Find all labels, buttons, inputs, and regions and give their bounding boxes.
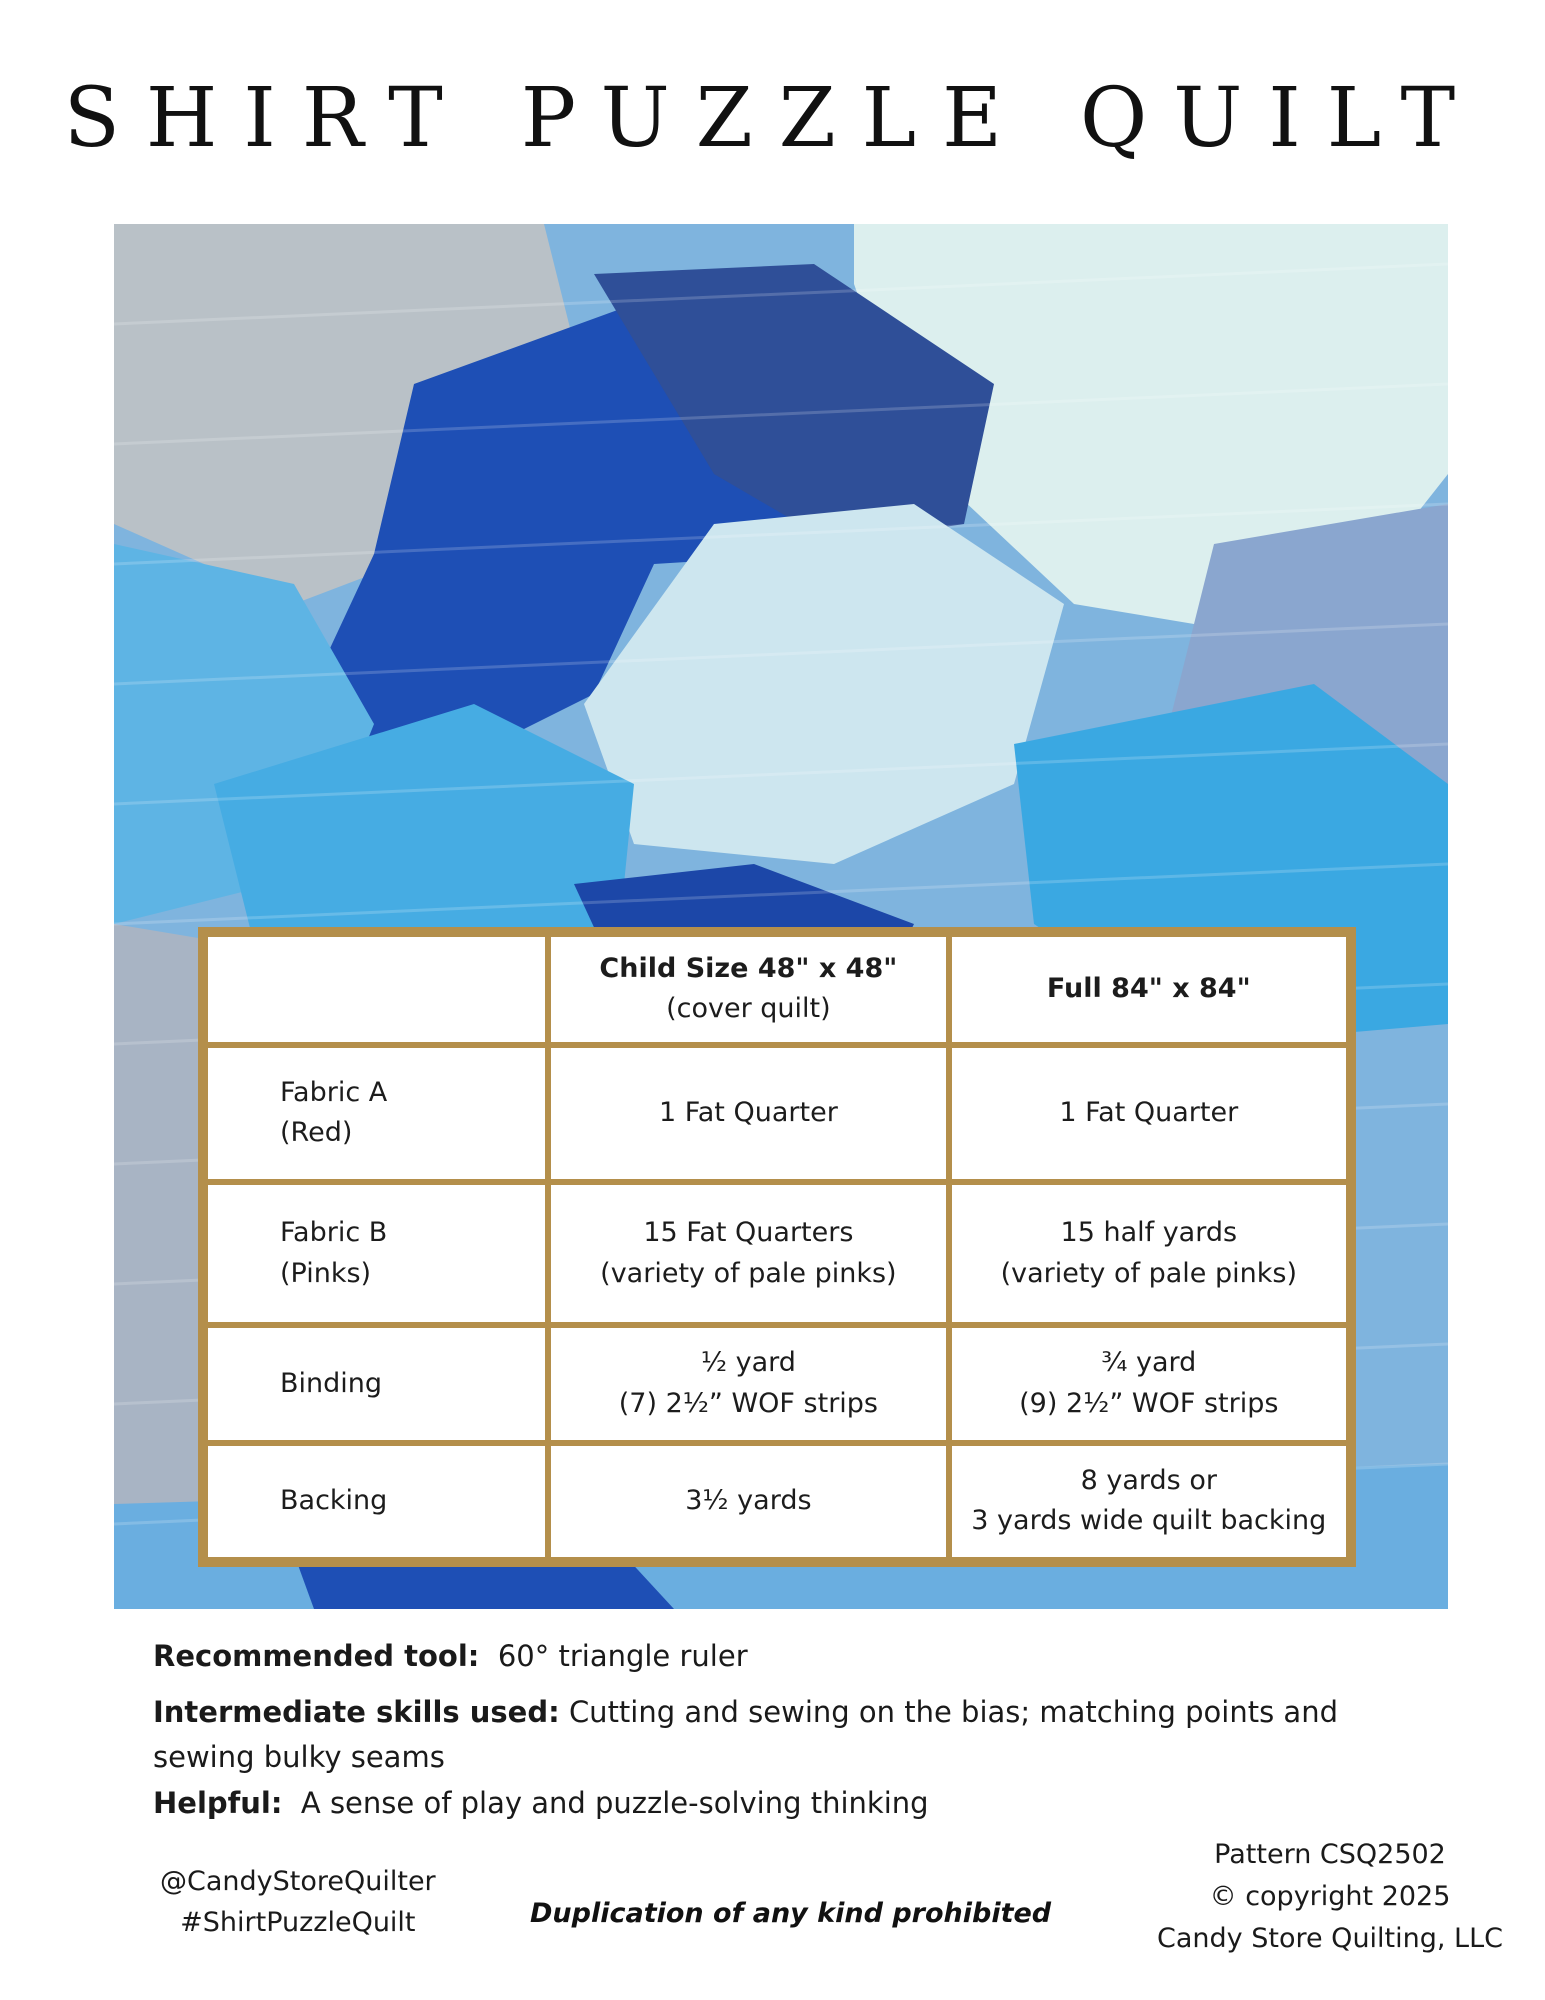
row-label [205,1443,548,1560]
full-value [949,1045,1349,1182]
row-label-line: (Pinks) [280,1257,372,1289]
value-line: (7) 2½” WOF strips [618,1387,879,1419]
value-line: 1 Fat Quarter [1059,1097,1239,1129]
value-line: 15 half yards [1060,1217,1238,1248]
full-value [949,1182,1349,1325]
helpful-value: A sense of play and puzzle-solving thinking [300,1786,929,1820]
value-line: (9) 2½” WOF strips [1019,1387,1279,1419]
skills-value: Cutting and sewing on the bias; matching points and sewing bulky seams [153,1695,1338,1774]
value-line: 1 Fat Quarter [658,1097,838,1129]
social-block [160,1862,436,1943]
hashtag: #ShirtPuzzleQuilt [180,1906,416,1938]
copyright-block [1157,1834,1503,1960]
fabric-requirements-table [198,927,1356,1567]
header-child-size [548,934,948,1045]
row-label-line: Backing [280,1485,388,1517]
value-line: 15 Fat Quarters [643,1217,854,1248]
row-label-line: Binding [280,1367,383,1399]
value-line: ½ yard [700,1347,796,1379]
row-label [205,1182,548,1325]
child-value [548,1182,948,1325]
value-line: ¾ yard [1101,1347,1197,1379]
table-row [205,1443,1349,1560]
full-value [949,1443,1349,1560]
value-line: 3½ yards [685,1485,812,1517]
row-label-line: Fabric A [280,1076,388,1108]
header-child-note: (cover quilt) [666,993,831,1025]
row-label-line: (Red) [280,1117,353,1149]
table-corner-cell [205,934,548,1045]
header-full-label: Full 84" x 84" [1046,973,1251,1005]
value-line: (variety of pale pinks) [1000,1257,1297,1289]
child-value [548,1045,948,1182]
full-value [949,1325,1349,1442]
row-label [205,1325,548,1442]
tool-label: Recommended tool: [153,1639,480,1673]
header-child-label: Child Size 48" x 48" [599,952,898,984]
row-label [205,1045,548,1182]
instagram-handle: @CandyStoreQuilter [160,1866,436,1897]
value-line: 8 yards or [1080,1464,1217,1496]
value-line: 3 yards wide quilt backing [971,1505,1327,1537]
child-value [548,1325,948,1442]
tool-value: 60° triangle ruler [497,1639,748,1673]
page-title: SHIRT PUZZLE QUILT [63,71,1482,166]
helpful-label: Helpful: [153,1786,283,1820]
skills-label: Intermediate skills used: [153,1695,560,1729]
table-row [205,1045,1349,1182]
table-row [205,1182,1349,1325]
company-name: Candy Store Quilting, LLC [1157,1922,1503,1954]
table-row [205,1325,1349,1442]
value-line: (variety of pale pinks) [600,1257,897,1289]
copyright-year: © copyright 2025 [1209,1880,1451,1912]
header-full-size [949,934,1349,1045]
helpful [153,1781,1413,1826]
row-label-line: Fabric B [280,1217,388,1248]
skills-used [153,1690,1413,1780]
duplication-notice: Duplication of any kind prohibited [530,1898,1052,1929]
child-value [548,1443,948,1560]
pattern-number: Pattern CSQ2502 [1214,1839,1446,1870]
recommended-tool [153,1634,1413,1679]
